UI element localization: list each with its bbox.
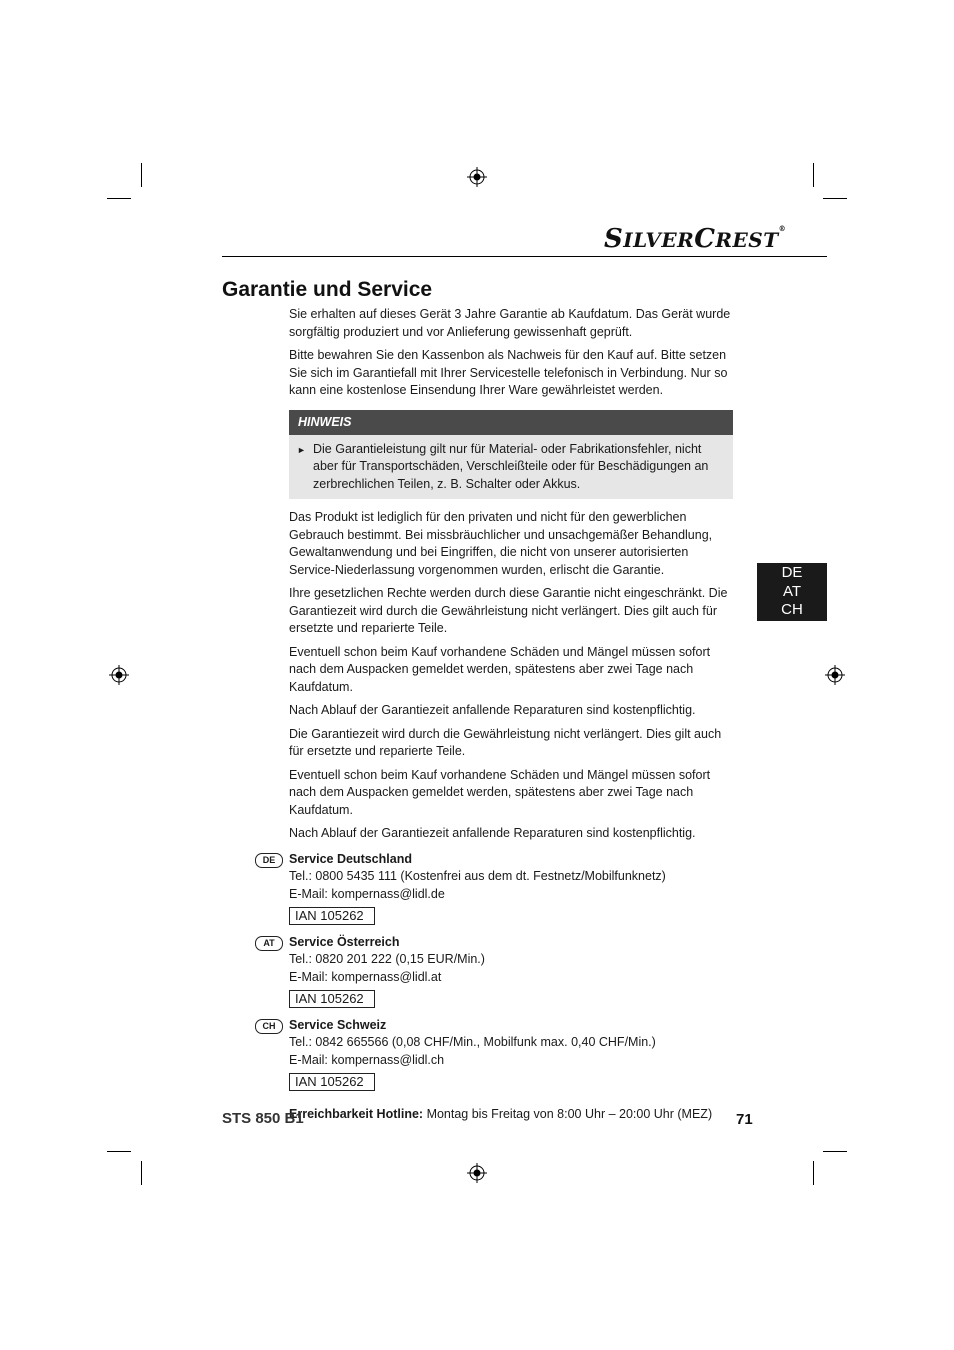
paragraph: Ihre gesetzlichen Rechte werden durch diese Garantie nicht eingeschränkt. Die Garantiezeit wird durch die Gewährleistung nicht verlängert. Dies gilt auch für ersetzte und reparierte Teile. [289,586,728,635]
brand-logo: SILVERCREST® [604,224,787,254]
language-tab [757,563,827,621]
service-phone: Tel.: 0820 201 222 (0,15 EUR/Min.) [289,952,485,966]
note-body [289,435,733,500]
ian-box: IAN 105262 [289,1073,375,1091]
paragraph: Sie erhalten auf dieses Gerät 3 Jahre Garantie ab Kaufdatum. Das Gerät wurde sorgfältig produziert und vor Anlieferung gewissenhaft geprüft. [289,307,731,339]
service-email: E-Mail: kompernass@lidl.de [289,886,445,901]
footer-model: STS 850 B1 [222,1110,304,1127]
registration-mark-icon [467,167,487,187]
paragraph: Eventuell schon beim Kauf vorhandene Schäden und Mängel müssen sofort nach dem Auspacken gemeldet werden, spätestens aber zwei Tage nach Kaufdatum. [289,644,711,694]
country-badge: AT [255,936,283,951]
service-title: Service Schweiz [289,1017,387,1032]
paragraph: Nach Ablauf der Garantiezeit anfallende Reparaturen sind kostenpflichtig. [289,703,696,717]
crop-mark [107,198,131,199]
paragraph: Die Garantiezeit wird durch die Gewährleistung nicht verlängert. Dies gilt auch für ersetzte und reparierte Teile. [289,726,722,758]
registration-mark-icon [825,665,845,685]
ian-box: IAN 105262 [289,990,375,1008]
country-badge: DE [255,853,283,868]
note-text: Die Garantieleistung gilt nur für Material- oder Fabrikationsfehler, nicht aber für Transportschäden, Verschleißteile oder für Beschädigungen an zerbrechlichen Teilen, z. B. Schalter oder Akkus. [313,441,709,491]
hotline-label: Erreichbarkeit Hotline: [289,1106,424,1121]
language-code: CH [781,601,803,618]
language-code: DE [781,564,803,581]
registration-mark-icon [109,665,129,685]
crop-mark [141,1161,142,1185]
crop-mark [107,1151,131,1152]
paragraph: Nach Ablauf der Garantiezeit anfallende Reparaturen sind kostenpflichtig. [289,826,696,840]
service-block-ch [262,1017,733,1092]
note-heading: HINWEIS [289,410,733,435]
crop-mark [141,163,142,187]
service-title: Service Österreich [289,934,400,949]
hotline-text: Montag bis Freitag von 8:00 Uhr – 20:00 Uhr (MEZ) [426,1106,713,1121]
paragraph: Bitte bewahren Sie den Kassenbon als Nachweis für den Kauf auf. Bitte setzen Sie sich im Garantiefall mit Ihrer Servicestelle telefonisch in Verbindung. Nur so kann eine kostenlose Einsendung Ihrer Ware gewährleistet werden. [289,348,728,397]
service-email: E-Mail: kompernass@lidl.ch [289,1052,445,1067]
country-badge: CH [255,1019,283,1034]
ian-box: IAN 105262 [289,907,375,925]
page-number: 71 [736,1111,753,1128]
paragraph: Eventuell schon beim Kauf vorhandene Schäden und Mängel müssen sofort nach dem Auspacken gemeldet werden, spätestens aber zwei Tage nach Kaufdatum. [289,767,711,817]
service-block-at [263,934,733,1009]
service-phone: Tel.: 0800 5435 111 (Kostenfrei aus dem dt. Festnetz/Mobilfunknetz) [289,869,666,883]
registration-mark-icon [467,1163,487,1183]
main-content [262,306,733,1123]
crop-mark [813,163,814,187]
crop-mark [823,198,847,199]
service-block-de [262,851,733,926]
crop-mark [813,1161,814,1185]
header-rule [222,256,827,257]
hotline-info [289,1106,733,1124]
crop-mark [823,1151,847,1152]
note-box [289,410,733,500]
page-title: Garantie und Service [222,278,433,301]
arrow-right-icon: ► [297,444,306,455]
service-title: Service Deutschland [289,851,412,866]
service-email: E-Mail: kompernass@lidl.at [289,969,442,984]
service-phone: Tel.: 0842 665566 (0,08 CHF/Min., Mobilfunk max. 0,40 CHF/Min.) [289,1035,656,1049]
paragraph: Das Produkt ist lediglich für den privaten und nicht für den gewerblichen Gebrauch bestimmt. Bei missbräuchlicher und unsachgemäßer Behandlung, Gewaltanwendung und bei Eingriffen, die nicht von unserer autorisierten Service-Niederlassung vorgenommen wurden, erlischt die Garantie. [289,510,713,577]
language-code: AT [782,582,802,600]
